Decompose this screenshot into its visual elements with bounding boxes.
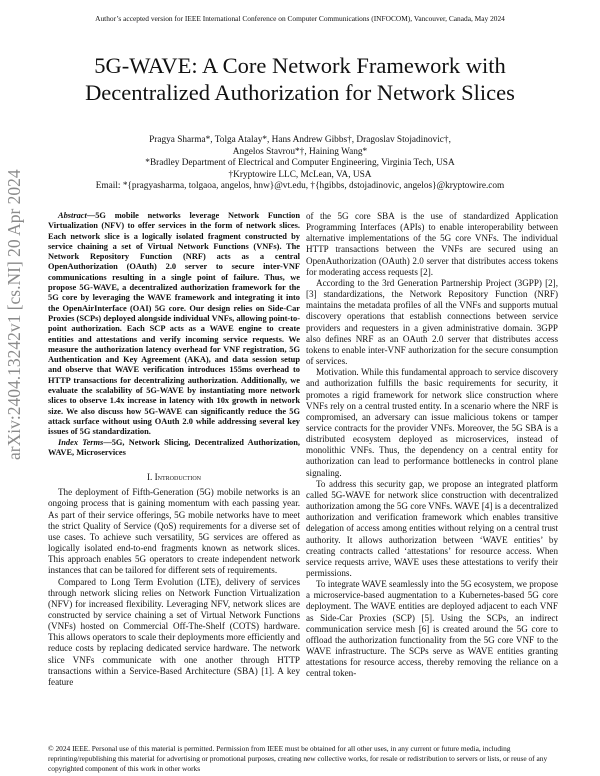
paragraph: Compared to Long Term Evolution (LTE), delivery of services through network slicing relies on Network Function Virtualization (NFV) for increased flexibility. Leveraging NFV, network slices are constructed by service chaining a set of Virtual Network Functions (VNFs) hosted on Commercial Off-The-Shelf (COTS) hardware. This allows operators to scale their deployments more efficiently and reduce costs by replacing dedicated service hardware. The network slice VNFs communicate with one another through HTTP transactions within a Service-Based Architecture (SBA) [1]. A key feature	[48, 576, 300, 687]
copyright-footer: © 2024 IEEE. Personal use of this material is permitted. Permission from IEEE must be obtained for all other uses, in any current or future media, including reprinting/republishing this material for advertising or promotional purposes, creating new collective works, for resale or redistribution to servers or lists, or reuse of any copyrighted component of this work in other works	[48, 744, 548, 773]
title-line: Decentralized Authorization for Network Slices	[85, 80, 515, 105]
title-line: 5G-WAVE: A Core Network Framework with	[94, 53, 506, 78]
right-column	[306, 211, 558, 680]
paragraph: To address this security gap, we propose an integrated platform called 5G-WAVE for network slice construction with decentralized authorization among the 5G core VNFs. WAVE [4] is a decentralized authorization and verification framework which enables transitive delegation of access among entities without relying on a central trust authority. It allows authorization between ‘WAVE entities’ by creating contracts called ‘attestations’ for resource access. When service requests arrive, WAVE uses these attestations to verify their permissions.	[306, 478, 558, 578]
paragraph: Motivation. While this fundamental approach to service discovery and authorization fulfills the basic requirements for security, it promotes a rigid framework for network slice construction where VNFs rely on a central trusted entity. In a scenario where the NRF is compromised, an adversary can issue malicious tokens or tamper service contracts for the provider VNFs. Moreover, the 5G SBA is a distributed ecosystem deployed as microservices, instead of monolithic VNFs. Thus, the dependency on a central entity for authorization can lead to performance bottlenecks in control plane signaling.	[306, 367, 558, 478]
affiliation: †Kryptowire LLC, McLean, VA, USA	[228, 169, 372, 180]
paragraph: To integrate WAVE seamlessly into the 5G ecosystem, we propose a microservice-based augmentation to a Kubernetes-based 5G core deployment. The WAVE entities are deployed adjacent to each VNF as Side-Car Proxies (SCP) [5]. Using the SCPs, an indirect communication service mesh [6] is created around the 5G core to offload the authorization functionality from the 5G core VNF to the WAVE infrastructure. The SCPs serve as WAVE entities granting attestations for resource access, thereby removing the reliance on a central token-	[306, 579, 558, 679]
paragraph: According to the 3rd Generation Partnership Project (3GPP) [2], [3] standardizations, the Network Repository Function (NRF) maintains the metadata profiles of all the VNFs and supports mutual discovery operations that establish connections between service providers and requesters in a given administrative domain. 3GPP also defines NRF as an OAuth 2.0 server that distributes access tokens to enable inter-VNF authorization for the secure consumption of services.	[306, 277, 558, 367]
abstract	[48, 211, 300, 458]
index-terms-label: Index Terms	[58, 437, 104, 447]
paragraph: The deployment of Fifth-Generation (5G) mobile networks is an ongoing process that is gaining momentum with each passing year. As part of their service offerings, 5G mobile networks have to meet the strict Quality of Service (QoS) requirements for a diverse set of use cases. To achieve such versatility, 5G services are offered as logically isolated end-to-end fragments known as network slices. This approach enables 5G operators to create independent network instances that can be tailored for different sets of requirements.	[48, 487, 300, 576]
author-block	[0, 135, 600, 193]
author-list: Pragya Sharma*, Tolga Atalay*, Hans Andrew Gibbs†, Dragoslav Stojadinovic†,	[149, 135, 451, 145]
left-column	[48, 211, 300, 688]
author-list: Angelos Stavrou*†, Haining Wang*	[232, 146, 368, 157]
section-heading: I. Introduction	[146, 472, 202, 483]
affiliation: *Bradley Department of Electrical and Computer Engineering, Virginia Tech, USA	[145, 158, 455, 169]
abstract-label: Abstract	[58, 211, 87, 220]
paper-title	[0, 52, 600, 106]
paragraph: of the 5G core SBA is the use of standardized Application Programming Interfaces (APIs) to enable interoperability between alternative implementations of the 5G core VNFs. The individual HTTP transactions between the VNFs are secured using an OpenAuthorization (OAuth) 2.0 server that distributes access tokens for moderating access requests [2].	[306, 211, 558, 277]
arxiv-stamp: arXiv:2404.13242v1 [cs.NI] 20 Apr 2024	[4, 169, 24, 460]
email-line: Email: *{pragyasharma, tolgaoa, angelos, hnw}@vt.edu, †{hgibbs, dstojadinovic, angelos}@kryptowire.com	[95, 181, 505, 192]
index-terms: —5G, Network Slicing, Decentralized Authorization, WAVE, Microservices	[48, 437, 300, 457]
abstract-text: —5G mobile networks leverage Network Function Virtualization (NFV) to offer services in the form of network slices. Each network slice is a logically isolated fragment constructed by service chaining a set of Virtual Network Functions (VNFs). The Network Repository Function (NRF) acts as a central OpenAuthorization (OAuth) 2.0 server to secure inter-VNF communications resulting in a single point of failure. Thus, we propose 5G-WAVE, a decentralized authorization framework for the 5G core by leveraging the WAVE framework and integrating it into the OpenAirInterface (OAI) 5G core. Our design relies on Side-Car Proxies (SCPs) deployed alongside individual VNFs, allowing point-to-point authorization. Each SCP acts as a WAVE engine to create entities and attestations and verify incoming service requests. We measure the authorization latency overhead for VNF registration, 5G Authentication and Key Agreement (AKA), and data session setup and observe that WAVE verification introduces 155ms overhead to HTTP transactions for decentralizing authorization. Additionally, we evaluate the scalability of 5G-WAVE by instantiating more network slices to observe 1.4x increase in latency with 10x growth in network size. We also discuss how 5G-WAVE can significantly reduce the 5G attack surface without using OAuth 2.0 while addressing several key issues of 5G standardization.	[48, 211, 300, 437]
header-note: Author’s accepted version for IEEE International Conference on Computer Communications (INFOCOM), Vancouver, Canada, May 2024	[95, 14, 505, 23]
